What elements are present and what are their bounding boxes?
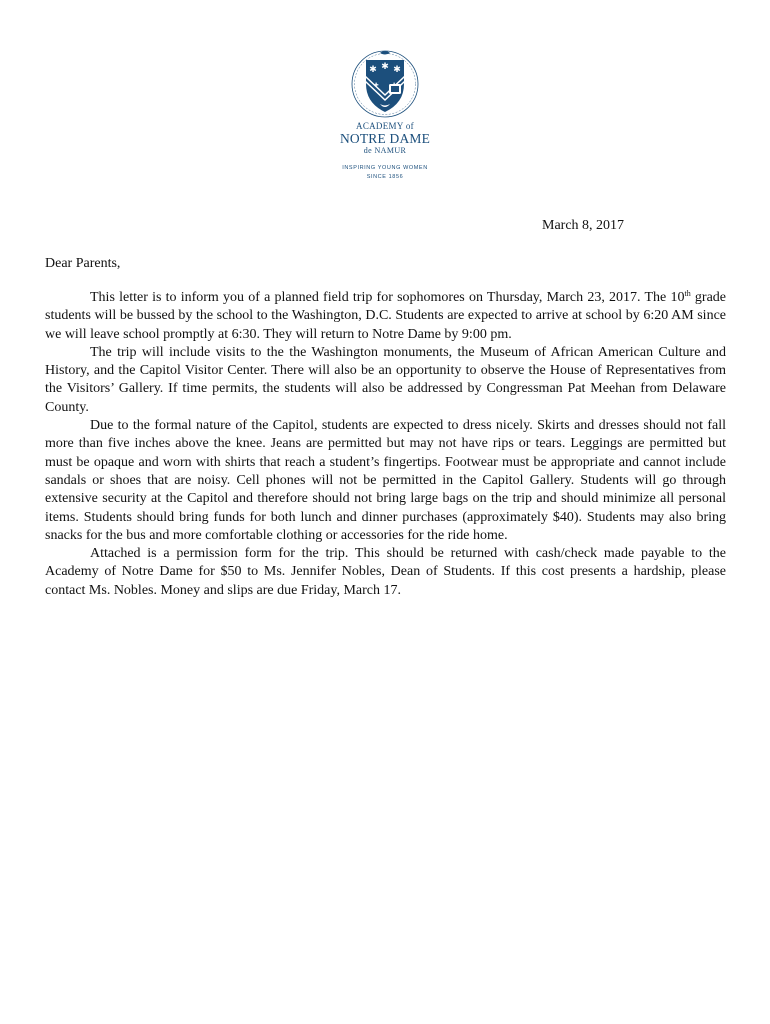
shield-crest-icon (349, 48, 421, 120)
paragraph-dress-code: Due to the formal nature of the Capitol, students are expected to dress nicely. Skirts and dresses should not fall more than five inches above the knee. Jeans are permitted but may not have rips or tears. Leggings are permitted but must be opaque and worn with shirts that reach a student’s fingertips. Footwear must be appropriate and cannot include sandals or shoes that are noisy. Cell phones will not be permitted in the Capitol Gallery. Students will go through extensive security at the Capitol and therefore should not bring large bags on the trip and should minimize all personal items. Students should bring funds for both lunch and dinner purchases (approximately $40). Students may also bring snacks for the bus and more comfortable clothing or accessories for the ride home. (45, 418, 726, 543)
letter-body (45, 289, 726, 600)
svg-text:✱: ✱ (381, 62, 389, 72)
school-name-sub: de NAMUR (363, 146, 407, 155)
svg-text:✱: ✱ (369, 65, 377, 75)
school-tagline (0, 164, 770, 182)
ordinal-suffix: th (684, 289, 691, 298)
letter-date: March 8, 2017 (542, 218, 625, 233)
paragraph-text: grade students will be bussed by the school to the Washington, D.C. Students are expected to arrive at school by 6:20 AM since we will leave school promptly at 6:30. They will return to Notre Dame by 9:00 pm. (45, 290, 726, 342)
paragraph-permission-form: Attached is a permission form for the trip. This should be returned with cash/check made payable to the Academy of Notre Dame for $50 to Ms. Jennifer Nobles, Dean of Students. If this cost presents a hardship, please contact Ms. Nobles. Money and slips are due Friday, March 17. (45, 546, 726, 598)
tagline-line-2: SINCE 1856 (366, 174, 404, 180)
paragraph-itinerary: The trip will include visits to the the Washington monuments, the Museum of African American Culture and History, and the Capitol Visitor Center. There will also be an opportunity to observe the House of Representatives from the Visitors’ Gallery. If time permits, the students will also be addressed by Congressman Pat Meehan from Delaware County. (45, 344, 726, 415)
school-name (0, 121, 770, 156)
tagline-line-1: INSPIRING YOUNG WOMEN (342, 165, 428, 171)
paragraph-trip-announcement (45, 289, 726, 344)
school-name-academy: ACADEMY of (356, 121, 414, 131)
paragraph-text: This letter is to inform you of a planned field trip for sophomores on Thursday, March 23, 2017. The 10 (90, 290, 685, 305)
svg-text:✚: ✚ (373, 82, 379, 89)
svg-text:✱: ✱ (393, 65, 401, 75)
school-name-main: NOTRE DAME (339, 131, 431, 146)
salutation: Dear Parents, (45, 256, 121, 271)
letterhead (0, 48, 770, 182)
